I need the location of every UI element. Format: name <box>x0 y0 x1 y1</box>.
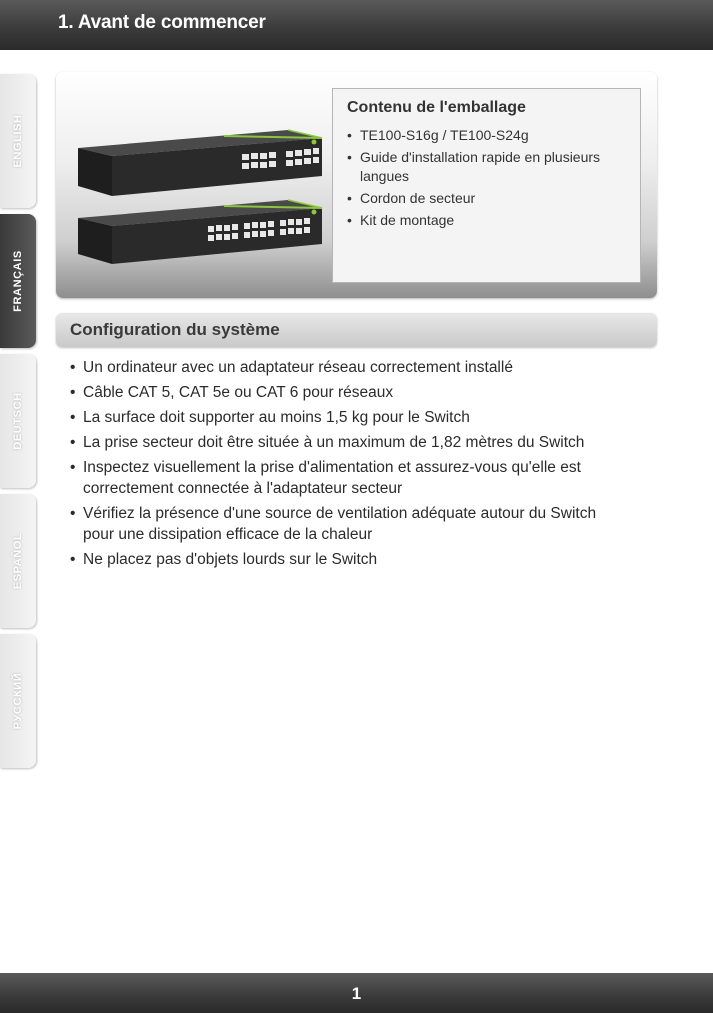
list-item: • La prise secteur doit être située à un maximum de 1,82 mètres du Switch <box>70 432 630 453</box>
page-title: 1. Avant de commencer <box>58 12 266 33</box>
footer-bar <box>0 973 713 1013</box>
list-item: • TE100-S16g / TE100-S24g <box>347 126 627 145</box>
system-requirements-header <box>56 313 657 347</box>
tab-francais-label: FRANÇAIS <box>12 250 24 312</box>
tab-russian-label: РУССКИЙ <box>12 672 24 730</box>
tab-espanol-label: ESPAÑOL <box>12 532 24 590</box>
section-title: Configuration du système <box>70 320 280 339</box>
list-item: • Vérifiez la présence d'une source de ventilation adéquate autour du Switch pour une dissipation efficace de la chaleur <box>70 503 630 545</box>
tab-deutsch-label: DEUTSCH <box>12 392 24 450</box>
tab-english[interactable] <box>0 74 36 208</box>
package-contents-list <box>347 126 627 233</box>
system-requirements-list <box>70 357 630 574</box>
list-item: • Un ordinateur avec un adaptateur réseau correctement installé <box>70 357 630 378</box>
header-bar <box>0 0 713 50</box>
list-item: • Ne placez pas d'objets lourds sur le Switch <box>70 549 630 570</box>
page-number: 1 <box>351 984 362 1003</box>
list-item: • Guide d'installation rapide en plusieurs langues <box>347 148 627 186</box>
list-item: • Cordon de secteur <box>347 189 627 208</box>
tab-english-label: ENGLISH <box>12 114 24 168</box>
tab-espanol[interactable] <box>0 494 36 628</box>
tab-francais[interactable] <box>0 214 36 348</box>
list-item: • Kit de montage <box>347 211 627 230</box>
list-item: • Inspectez visuellement la prise d'alimentation et assurez-vous qu'elle est correctement connectée à l'adaptateur secteur <box>70 457 630 499</box>
switch-24-port-image <box>74 188 326 268</box>
package-contents-box <box>332 88 641 283</box>
list-item: • Câble CAT 5, CAT 5e ou CAT 6 pour réseaux <box>70 382 630 403</box>
tab-deutsch[interactable] <box>0 354 36 488</box>
package-contents-title: Contenu de l'emballage <box>347 99 526 116</box>
list-item: • La surface doit supporter au moins 1,5 kg pour le Switch <box>70 407 630 428</box>
tab-russian[interactable] <box>0 634 36 768</box>
